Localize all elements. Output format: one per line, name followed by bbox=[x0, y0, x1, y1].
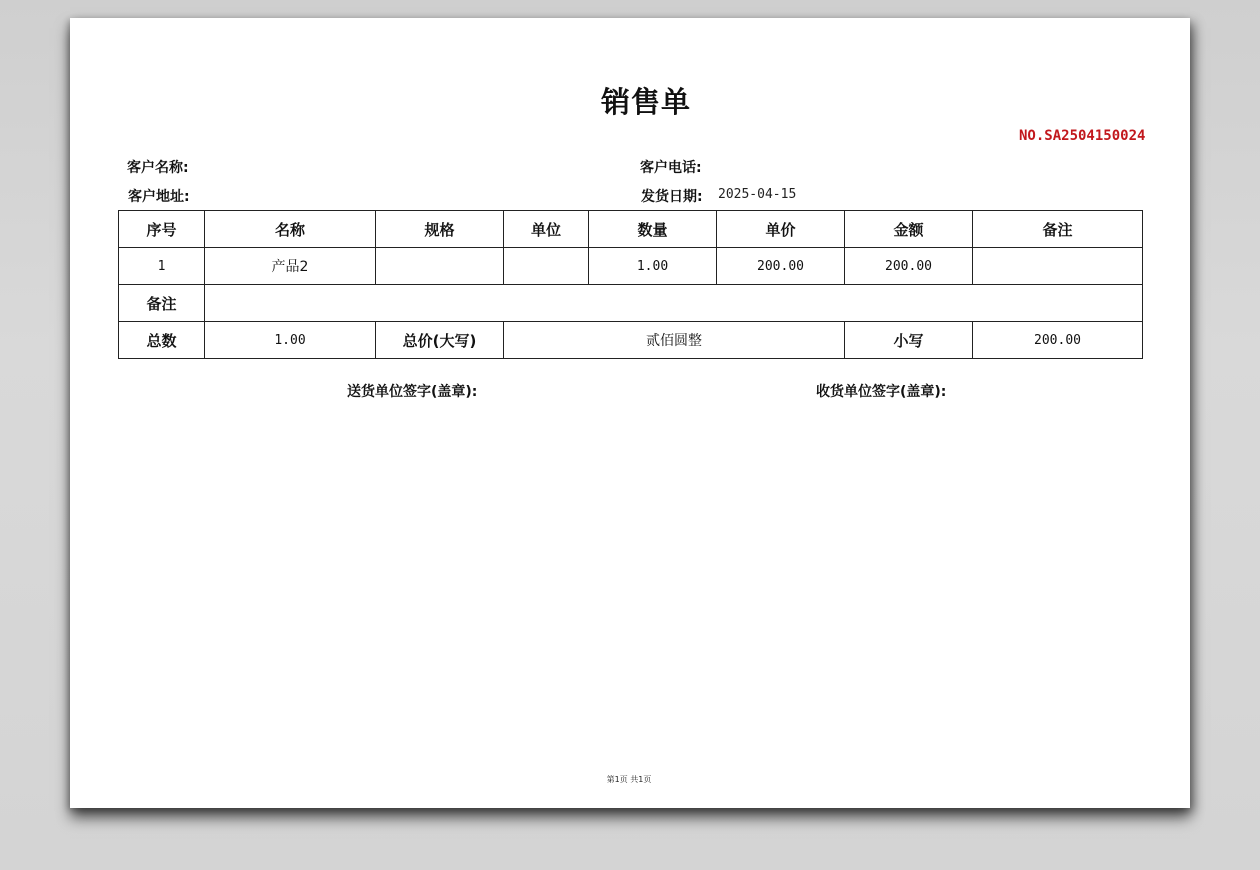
page-footer: 第1页 共1页 bbox=[606, 775, 652, 784]
cell-unit-price: 200.00 bbox=[717, 248, 845, 285]
column-header-amount: 金额 bbox=[845, 211, 973, 248]
column-header-unit-price: 单价 bbox=[717, 211, 845, 248]
table-header-row bbox=[119, 211, 1143, 248]
receiver-signature-label: 收货单位签字(盖章): bbox=[816, 384, 947, 400]
sales-table bbox=[118, 210, 1143, 359]
totals-row bbox=[119, 322, 1143, 359]
remark-value bbox=[205, 285, 1143, 322]
total-lower-value: 200.00 bbox=[973, 322, 1143, 359]
column-header-quantity: 数量 bbox=[589, 211, 717, 248]
cell-quantity: 1.00 bbox=[589, 248, 717, 285]
total-upper-value: 贰佰圆整 bbox=[504, 322, 845, 359]
print-page bbox=[70, 18, 1190, 808]
table-row bbox=[119, 248, 1143, 285]
customer-address-label: 客户地址: bbox=[128, 189, 190, 205]
total-quantity-value: 1.00 bbox=[205, 322, 376, 359]
ship-date-label: 发货日期: bbox=[641, 189, 703, 205]
cell-remark bbox=[973, 248, 1143, 285]
total-quantity-label: 总数 bbox=[119, 322, 205, 359]
customer-name-label: 客户名称: bbox=[127, 160, 189, 176]
column-header-name: 名称 bbox=[205, 211, 376, 248]
total-lower-label: 小写 bbox=[845, 322, 973, 359]
total-upper-label: 总价(大写) bbox=[376, 322, 504, 359]
cell-unit bbox=[504, 248, 589, 285]
cell-index: 1 bbox=[119, 248, 205, 285]
cell-amount: 200.00 bbox=[845, 248, 973, 285]
cell-name: 产品2 bbox=[205, 248, 376, 285]
column-header-remark: 备注 bbox=[973, 211, 1143, 248]
customer-phone-label: 客户电话: bbox=[640, 160, 702, 176]
column-header-unit: 单位 bbox=[504, 211, 589, 248]
remark-label: 备注 bbox=[119, 285, 205, 322]
column-header-spec: 规格 bbox=[376, 211, 504, 248]
column-header-index: 序号 bbox=[119, 211, 205, 248]
order-number: NO.SA2504150024 bbox=[1019, 128, 1146, 144]
cell-spec bbox=[376, 248, 504, 285]
sender-signature-label: 送货单位签字(盖章): bbox=[347, 384, 478, 400]
document-title: 销售单 bbox=[600, 85, 691, 119]
remark-row bbox=[119, 285, 1143, 322]
ship-date-value: 2025-04-15 bbox=[718, 187, 797, 202]
